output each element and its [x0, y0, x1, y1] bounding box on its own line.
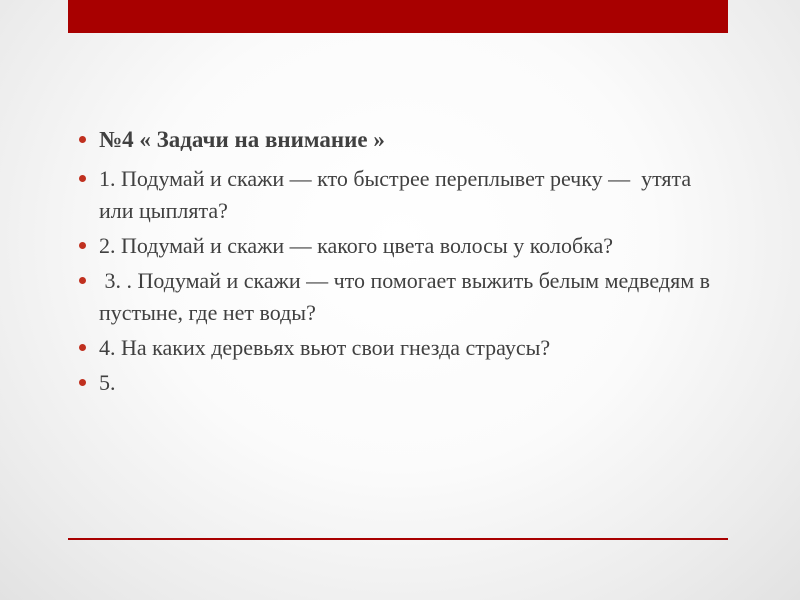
bullet-icon	[79, 379, 86, 386]
bullet-icon	[79, 344, 86, 351]
bullet-list	[78, 124, 728, 399]
slide-content	[78, 124, 728, 402]
bullet-icon	[79, 277, 86, 284]
list-item	[78, 230, 728, 262]
list-item-text: 1. Подумай и скажи — кто быстрее переплывет речку — утята или цыплята?	[99, 166, 697, 223]
slide-title	[78, 124, 728, 156]
list-item	[78, 163, 728, 227]
bullet-icon	[79, 175, 86, 182]
bullet-icon	[79, 136, 86, 143]
list-item-text: 4. На каких деревьях вьют свои гнезда страусы?	[99, 335, 551, 360]
list-item	[78, 265, 728, 329]
top-accent-bar	[68, 0, 728, 33]
slide-title-text: №4 « Задачи на внимание »	[99, 127, 385, 152]
list-item	[78, 332, 728, 364]
list-item	[78, 367, 728, 399]
bullet-icon	[79, 242, 86, 249]
list-item-text: 3. . Подумай и скажи — что помогает выжить белым медведям в пустыне, где нет воды?	[99, 268, 716, 325]
list-item-text: 2. Подумай и скажи — какого цвета волосы у колобка?	[99, 233, 614, 258]
bottom-divider	[68, 538, 728, 540]
list-item-text: 5.	[99, 370, 116, 395]
